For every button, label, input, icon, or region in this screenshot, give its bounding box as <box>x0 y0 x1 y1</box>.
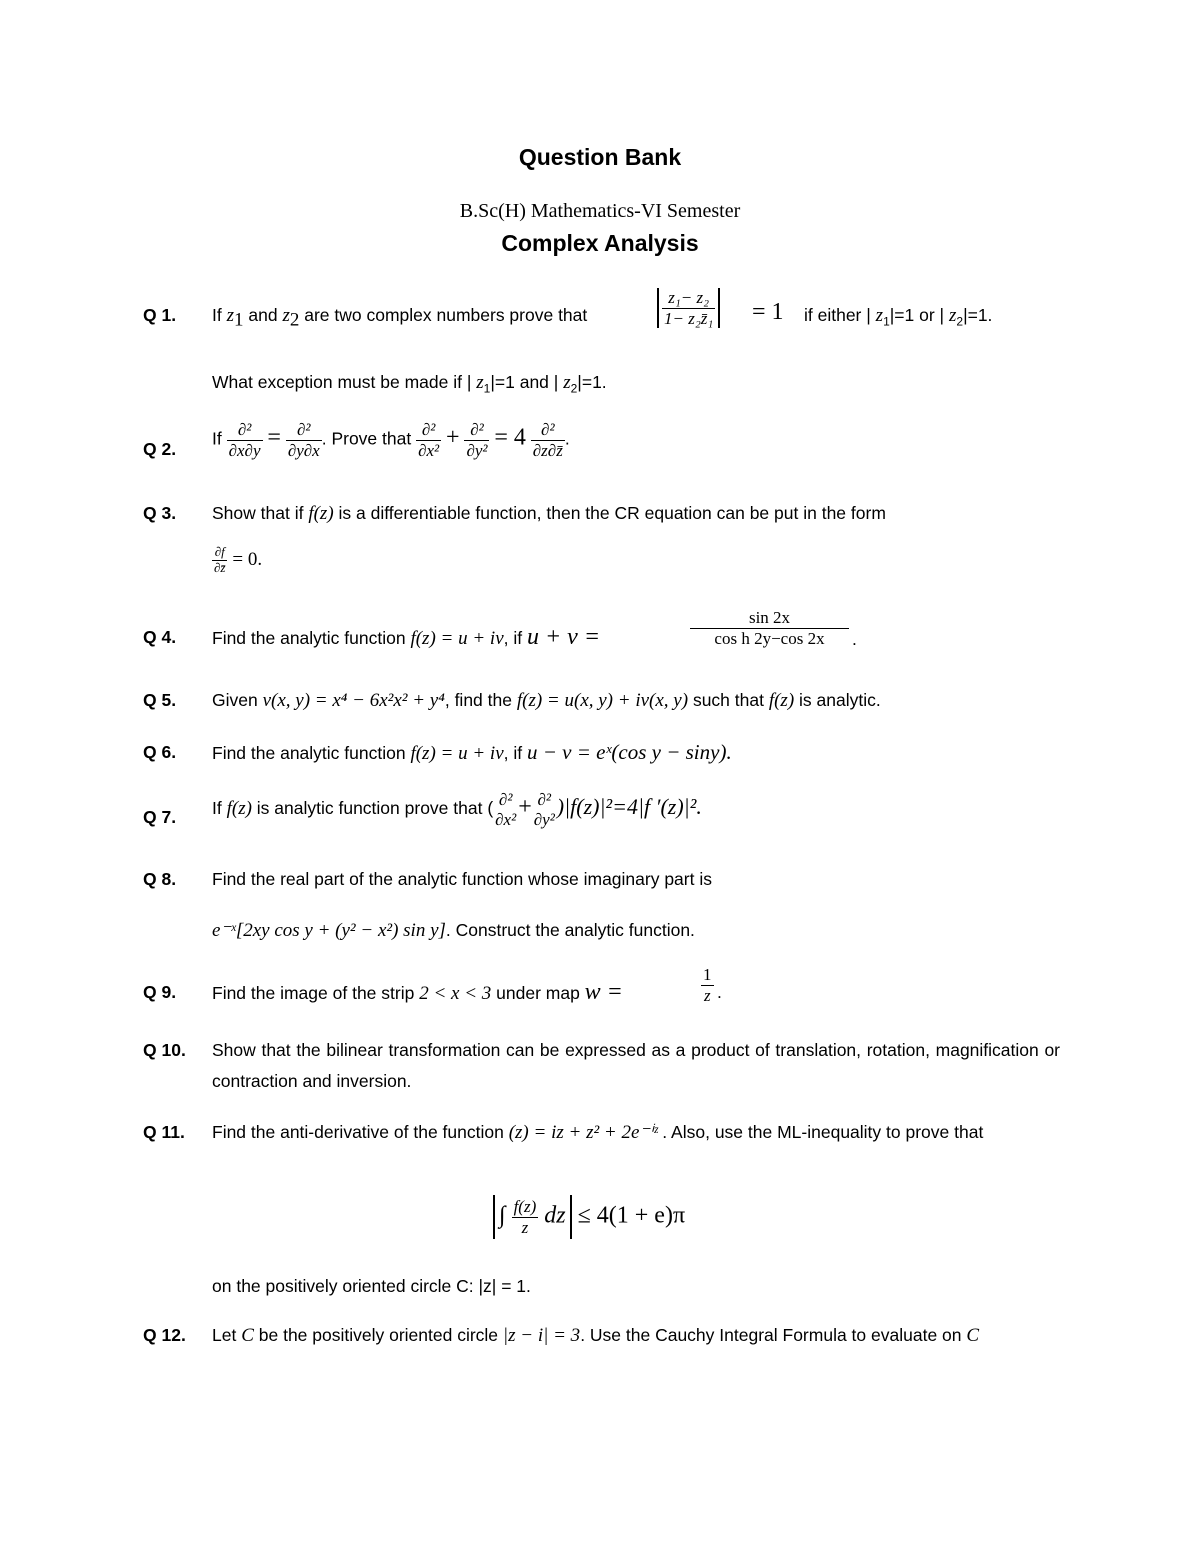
question-text-line2: e⁻ˣ[2xy cos y + (y² − x²) sin y]. Construct the analytic function. <box>212 920 695 941</box>
question-number: Q 7. <box>143 807 177 827</box>
question-text: Show that the bilinear transformation can be expressed as a product of translation, rotation, magnification or contraction and inversion. <box>212 1040 1060 1091</box>
question-number: Q 2. <box>143 439 177 459</box>
question-text: If f(z) is analytic function prove that ( ∂² ∂x² + ∂² ∂y² )|f(z)|²=4|f ′(z)|². <box>212 790 702 829</box>
question-number: Q 6. <box>143 742 177 762</box>
question-text: If $z_1$ and $z_2$ are two complex numbers prove that $\frac{\text{z₁− z₂}}{\text{1− z₂z̄₁}}$ = 1 if either | $z_1|=1$ or | $z_2|=1$. <box>212 288 993 331</box>
subject-heading: Complex Analysis <box>501 230 699 256</box>
inequality-display: ∫ $\frac{f(z)}{z}$ dz ≤ 4(1 + e)π <box>493 1195 685 1239</box>
question-number: Q 10. <box>143 1040 186 1060</box>
question-text: Let C be the positively oriented circle |z − i| = 3. Use the Cauchy Integral Formula to evaluate on C <box>212 1325 980 1346</box>
question-text: Given v(x, y) = x⁴ − 6x²x² + y⁴, find the f(z) = u(x, y) + iv(x, y) such that f(z) is analytic. <box>212 690 881 711</box>
course-subtitle: B.Sc(H) Mathematics-VI Semester <box>459 200 741 222</box>
question-number: Q 4. <box>143 627 177 647</box>
question-text-line3: on the positively oriented circle C: |z| = 1. <box>212 1276 531 1296</box>
question-text-line2: What exception must be made if | $z_1|=1$ and | $z_2|=1$. <box>212 372 607 396</box>
question-number: Q 8. <box>143 869 177 889</box>
question-number: Q 1. <box>143 305 177 325</box>
question-text: If $\frac{\text{∂²}}{\partial x\partial y}$ = $\frac{\text{∂²}}{\partial y\partial x}$ . Prove that $\frac{\text{∂²}}{\text{∂x²}}$ + $\frac{\text{∂²}}{\text{∂y²}}$ = 4 $\frac{\text{∂²}}{\partial z\partial z̄}$ . <box>212 420 570 460</box>
question-text: Show that if f(z) is a differentiable function, then the CR equation can be put in the form <box>212 503 886 524</box>
question-number: Q 11. <box>143 1122 185 1142</box>
question-formula: $\frac{\partial f}{\partial z̄}$ = 0. <box>214 543 263 575</box>
question-text: Find the image of the strip 2 < x < 3 under map w = $\frac{1}{z}$ . <box>212 965 722 1005</box>
question-number: Q 3. <box>143 503 177 523</box>
question-number: Q 9. <box>143 982 177 1002</box>
question-number: Q 5. <box>143 690 177 710</box>
absolute-value-fraction: $\frac{\text{z₁− z₂}}{\text{1− z₂z̄₁}}$ <box>657 288 720 328</box>
question-text: Find the analytic function f(z) = u + iv, if u + v = $\frac{\sin 2x}{\text{cos h 2y−cos 2x}}$ . <box>212 608 857 650</box>
question-text: Find the analytic function f(z) = u + iv, if u − v = eˣ(cos y − siny). <box>212 740 732 764</box>
question-number: Q 12. <box>143 1325 186 1345</box>
page-title: Question Bank <box>518 144 682 170</box>
question-text: Find the anti-derivative of the function (z) = iz + z² + 2e⁻ⁱᶻ . Also, use the ML-inequality to prove that <box>212 1122 984 1143</box>
question-text: Find the real part of the analytic function whose imaginary part is <box>212 869 712 889</box>
